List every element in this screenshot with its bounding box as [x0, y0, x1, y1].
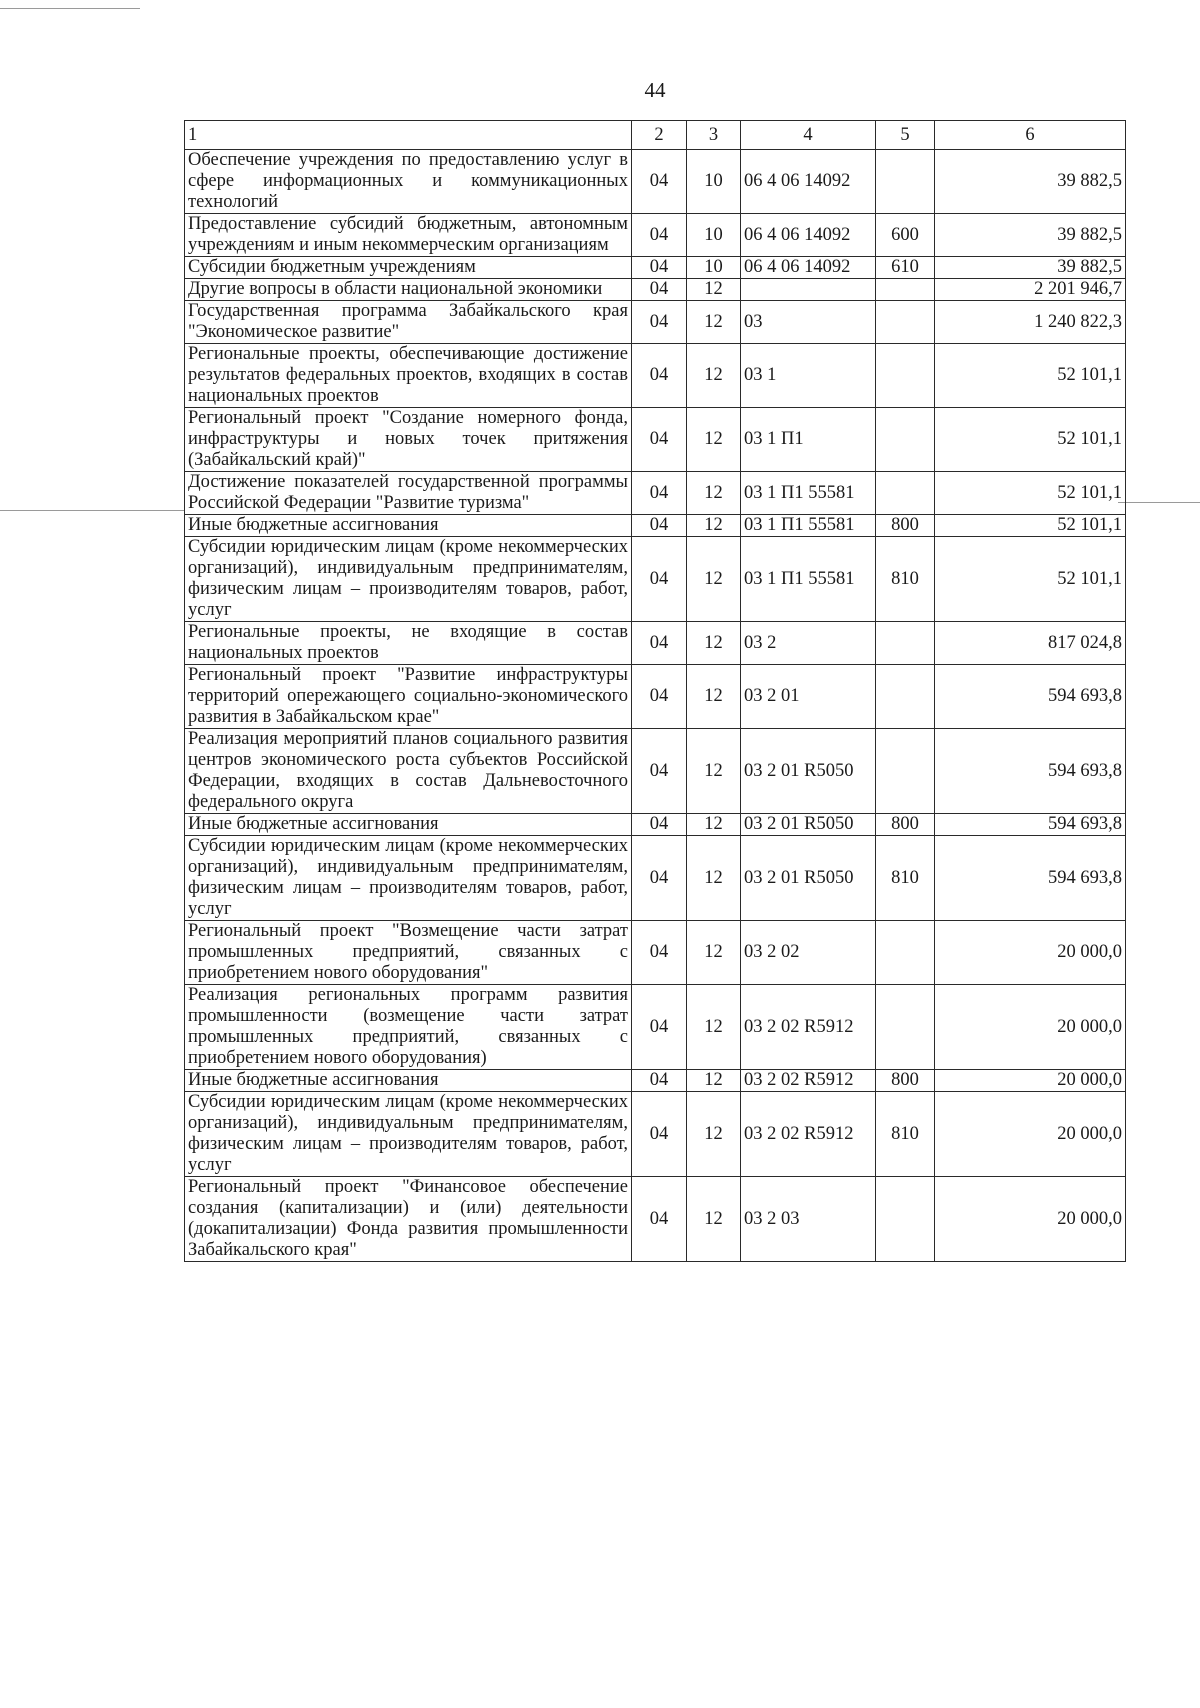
row-subsection-cell: 12: [687, 1070, 741, 1092]
row-name-cell: Реализация региональных программ развития промышленности (возмещение части затрат промышленных предприятий, связанных с приобретением нового оборудования): [185, 985, 632, 1070]
row-target-item-cell: 03 1: [741, 344, 876, 408]
row-subsection-cell: 10: [687, 214, 741, 257]
row-expense-type-cell: [876, 344, 935, 408]
table-row: [185, 344, 1126, 408]
row-amount-cell: 52 101,1: [935, 515, 1126, 537]
row-name-cell: Региональный проект "Финансовое обеспечение создания (капитализации) и (или) деятельности (докапитализации) Фонда развития промышленности Забайкальского края": [185, 1177, 632, 1262]
row-subsection-cell: 10: [687, 257, 741, 279]
row-target-item-cell: 03 2 01 R5050: [741, 814, 876, 836]
row-amount-cell: 20 000,0: [935, 1070, 1126, 1092]
row-target-item-cell: 06 4 06 14092: [741, 150, 876, 214]
row-expense-type-cell: 810: [876, 836, 935, 921]
row-amount-cell: 39 882,5: [935, 257, 1126, 279]
row-section-cell: 04: [632, 472, 687, 515]
row-subsection-cell: 12: [687, 836, 741, 921]
row-target-item-cell: 03 2: [741, 622, 876, 665]
column-header-section: 2: [632, 121, 687, 150]
row-expense-type-cell: 600: [876, 214, 935, 257]
row-subsection-cell: 12: [687, 408, 741, 472]
row-section-cell: 04: [632, 214, 687, 257]
row-target-item-cell: 06 4 06 14092: [741, 257, 876, 279]
row-section-cell: 04: [632, 301, 687, 344]
row-name-cell: Реализация мероприятий планов социального развития центров экономического роста субъектов Российской Федерации, входящих в состав Дальневосточного федерального округа: [185, 729, 632, 814]
row-subsection-cell: 10: [687, 150, 741, 214]
row-name-cell: Иные бюджетные ассигнования: [185, 515, 632, 537]
row-amount-cell: 594 693,8: [935, 729, 1126, 814]
row-amount-cell: 52 101,1: [935, 537, 1126, 622]
row-expense-type-cell: 610: [876, 257, 935, 279]
row-amount-cell: 52 101,1: [935, 472, 1126, 515]
row-name-cell: Субсидии юридическим лицам (кроме некоммерческих организаций), индивидуальным предпринимателям, физическим лицам – производителям товаров, работ, услуг: [185, 1092, 632, 1177]
row-expense-type-cell: [876, 150, 935, 214]
table-row: [185, 622, 1126, 665]
scan-edge-line: [0, 8, 140, 9]
row-target-item-cell: 03 2 01 R5050: [741, 729, 876, 814]
row-expense-type-cell: [876, 301, 935, 344]
row-expense-type-cell: 800: [876, 1070, 935, 1092]
row-subsection-cell: 12: [687, 344, 741, 408]
budget-table: [184, 120, 1126, 1262]
table-row: [185, 472, 1126, 515]
scan-fold-line-right: [1118, 502, 1200, 503]
row-target-item-cell: 03 1 П1 55581: [741, 515, 876, 537]
row-amount-cell: 39 882,5: [935, 214, 1126, 257]
row-subsection-cell: 12: [687, 1177, 741, 1262]
row-subsection-cell: 12: [687, 301, 741, 344]
row-target-item-cell: 03 2 01 R5050: [741, 836, 876, 921]
row-amount-cell: 2 201 946,7: [935, 279, 1126, 301]
row-amount-cell: 20 000,0: [935, 985, 1126, 1070]
row-target-item-cell: 03 2 01: [741, 665, 876, 729]
row-section-cell: 04: [632, 985, 687, 1070]
row-name-cell: Региональный проект "Возмещение части затрат промышленных предприятий, связанных с приобретением нового оборудования": [185, 921, 632, 985]
table-row: [185, 150, 1126, 214]
row-expense-type-cell: [876, 985, 935, 1070]
row-section-cell: 04: [632, 814, 687, 836]
row-subsection-cell: 12: [687, 472, 741, 515]
row-subsection-cell: 12: [687, 665, 741, 729]
table-row: [185, 1070, 1126, 1092]
row-name-cell: Субсидии бюджетным учреждениям: [185, 257, 632, 279]
table-row: [185, 836, 1126, 921]
row-target-item-cell: [741, 279, 876, 301]
table-row: [185, 214, 1126, 257]
row-amount-cell: 39 882,5: [935, 150, 1126, 214]
row-name-cell: Достижение показателей государственной программы Российской Федерации "Развитие туризма": [185, 472, 632, 515]
row-section-cell: 04: [632, 408, 687, 472]
row-expense-type-cell: [876, 729, 935, 814]
column-header-subsection: 3: [687, 121, 741, 150]
table-row: [185, 814, 1126, 836]
row-name-cell: Иные бюджетные ассигнования: [185, 814, 632, 836]
row-expense-type-cell: [876, 921, 935, 985]
row-expense-type-cell: 800: [876, 814, 935, 836]
page-number: 44: [644, 78, 666, 102]
row-target-item-cell: 03 1 П1: [741, 408, 876, 472]
row-section-cell: 04: [632, 1177, 687, 1262]
column-header-expense-type: 5: [876, 121, 935, 150]
row-amount-cell: 20 000,0: [935, 921, 1126, 985]
table-header-row: [185, 121, 1126, 150]
row-section-cell: 04: [632, 622, 687, 665]
row-name-cell: Региональные проекты, обеспечивающие достижение результатов федеральных проектов, входящих в состав национальных проектов: [185, 344, 632, 408]
row-section-cell: 04: [632, 921, 687, 985]
row-section-cell: 04: [632, 665, 687, 729]
row-section-cell: 04: [632, 150, 687, 214]
scan-fold-line-left: [0, 510, 184, 511]
column-header-target-item: 4: [741, 121, 876, 150]
table-row: [185, 729, 1126, 814]
row-subsection-cell: 12: [687, 515, 741, 537]
row-name-cell: Обеспечение учреждения по предоставлению услуг в сфере информационных и коммуникационных технологий: [185, 150, 632, 214]
row-name-cell: Другие вопросы в области национальной экономики: [185, 279, 632, 301]
row-section-cell: 04: [632, 279, 687, 301]
row-amount-cell: 594 693,8: [935, 814, 1126, 836]
row-name-cell: Субсидии юридическим лицам (кроме некоммерческих организаций), индивидуальным предпринимателям, физическим лицам – производителям товаров, работ, услуг: [185, 537, 632, 622]
row-section-cell: 04: [632, 515, 687, 537]
row-subsection-cell: 12: [687, 921, 741, 985]
row-target-item-cell: 03 2 02: [741, 921, 876, 985]
row-target-item-cell: 03 1 П1 55581: [741, 472, 876, 515]
row-subsection-cell: 12: [687, 985, 741, 1070]
table-row: [185, 921, 1126, 985]
table-row: [185, 257, 1126, 279]
row-amount-cell: 20 000,0: [935, 1092, 1126, 1177]
table-row: [185, 301, 1126, 344]
row-name-cell: Региональные проекты, не входящие в состав национальных проектов: [185, 622, 632, 665]
row-target-item-cell: 06 4 06 14092: [741, 214, 876, 257]
row-name-cell: Государственная программа Забайкальского края "Экономическое развитие": [185, 301, 632, 344]
column-header-amount: 6: [935, 121, 1126, 150]
row-expense-type-cell: [876, 665, 935, 729]
column-header-name: 1: [185, 121, 632, 150]
row-expense-type-cell: 810: [876, 1092, 935, 1177]
row-section-cell: 04: [632, 729, 687, 814]
row-section-cell: 04: [632, 537, 687, 622]
row-amount-cell: 1 240 822,3: [935, 301, 1126, 344]
row-subsection-cell: 12: [687, 814, 741, 836]
row-expense-type-cell: [876, 279, 935, 301]
row-name-cell: Региональный проект "Развитие инфраструктуры территорий опережающего социально-экономического развития в Забайкальском крае": [185, 665, 632, 729]
row-section-cell: 04: [632, 1092, 687, 1177]
row-section-cell: 04: [632, 1070, 687, 1092]
table-row: [185, 279, 1126, 301]
row-expense-type-cell: [876, 472, 935, 515]
row-amount-cell: 20 000,0: [935, 1177, 1126, 1262]
table-row: [185, 408, 1126, 472]
row-name-cell: Субсидии юридическим лицам (кроме некоммерческих организаций), индивидуальным предпринимателям, физическим лицам – производителям товаров, работ, услуг: [185, 836, 632, 921]
table-row: [185, 985, 1126, 1070]
row-subsection-cell: 12: [687, 1092, 741, 1177]
row-target-item-cell: 03 2 02 R5912: [741, 1092, 876, 1177]
row-target-item-cell: 03 2 02 R5912: [741, 985, 876, 1070]
row-subsection-cell: 12: [687, 622, 741, 665]
row-expense-type-cell: 810: [876, 537, 935, 622]
row-expense-type-cell: [876, 1177, 935, 1262]
row-target-item-cell: 03 2 03: [741, 1177, 876, 1262]
table-row: [185, 537, 1126, 622]
row-amount-cell: 52 101,1: [935, 408, 1126, 472]
row-amount-cell: 594 693,8: [935, 665, 1126, 729]
table-row: [185, 1177, 1126, 1262]
row-section-cell: 04: [632, 836, 687, 921]
table-row: [185, 515, 1126, 537]
row-subsection-cell: 12: [687, 537, 741, 622]
table-body: [185, 150, 1126, 1262]
row-subsection-cell: 12: [687, 279, 741, 301]
row-target-item-cell: 03 1 П1 55581: [741, 537, 876, 622]
row-amount-cell: 52 101,1: [935, 344, 1126, 408]
row-section-cell: 04: [632, 257, 687, 279]
row-name-cell: Региональный проект "Создание номерного фонда, инфраструктуры и новых точек притяжения (Забайкальский край)": [185, 408, 632, 472]
row-expense-type-cell: [876, 408, 935, 472]
table-row: [185, 1092, 1126, 1177]
table-row: [185, 665, 1126, 729]
row-expense-type-cell: [876, 622, 935, 665]
row-target-item-cell: 03 2 02 R5912: [741, 1070, 876, 1092]
row-name-cell: Иные бюджетные ассигнования: [185, 1070, 632, 1092]
row-name-cell: Предоставление субсидий бюджетным, автономным учреждениям и иным некоммерческим организациям: [185, 214, 632, 257]
row-amount-cell: 594 693,8: [935, 836, 1126, 921]
row-amount-cell: 817 024,8: [935, 622, 1126, 665]
row-subsection-cell: 12: [687, 729, 741, 814]
row-section-cell: 04: [632, 344, 687, 408]
row-target-item-cell: 03: [741, 301, 876, 344]
row-expense-type-cell: 800: [876, 515, 935, 537]
